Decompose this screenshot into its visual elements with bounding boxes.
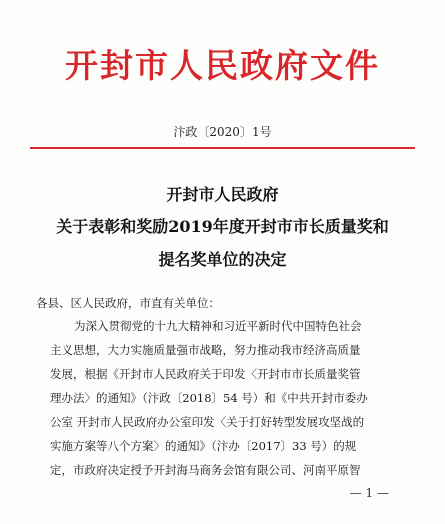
body-line: 为深入贯彻党的十九大精神和习近平新时代中国特色社会 — [74, 319, 362, 333]
body-line: 主义思想，大力实施质量强市战略，努力推动我市经济高质量 — [50, 343, 361, 357]
body-line: 理办法〉的通知》（汴政〔2018〕54 号）和《中共开封市委办 — [50, 391, 368, 405]
body-line: 定，市政府决定授予开封海马商务会馆有限公司、河南平原智 — [50, 463, 361, 477]
red-separator-line — [30, 147, 415, 149]
title-line-2: 关于表彰和奖励2019年度开封市市长质量奖和 — [56, 217, 389, 236]
page-number: — 1 — — [349, 486, 389, 500]
title-line-3: 提名奖单位的决定 — [158, 250, 287, 269]
body-line: 公室 开封市人民政府办公室印发〈关于打好转型发展攻坚战的 — [50, 415, 365, 429]
document-number: 汴政〔2020〕1号 — [173, 125, 272, 139]
title-line-1: 开封市人民政府 — [166, 185, 279, 204]
body-line: 发展，根据《开封市人民政府关于印发〈开封市市长质量奖管 — [50, 367, 361, 381]
addressee: 各县、区人民政府，市直有关单位： — [36, 296, 220, 310]
document-masthead: 开封市人民政府文件 — [65, 46, 380, 85]
body-line: 实施方案等八个方案〉的通知》（汴办〔2017〕33 号）的规 — [50, 439, 357, 453]
